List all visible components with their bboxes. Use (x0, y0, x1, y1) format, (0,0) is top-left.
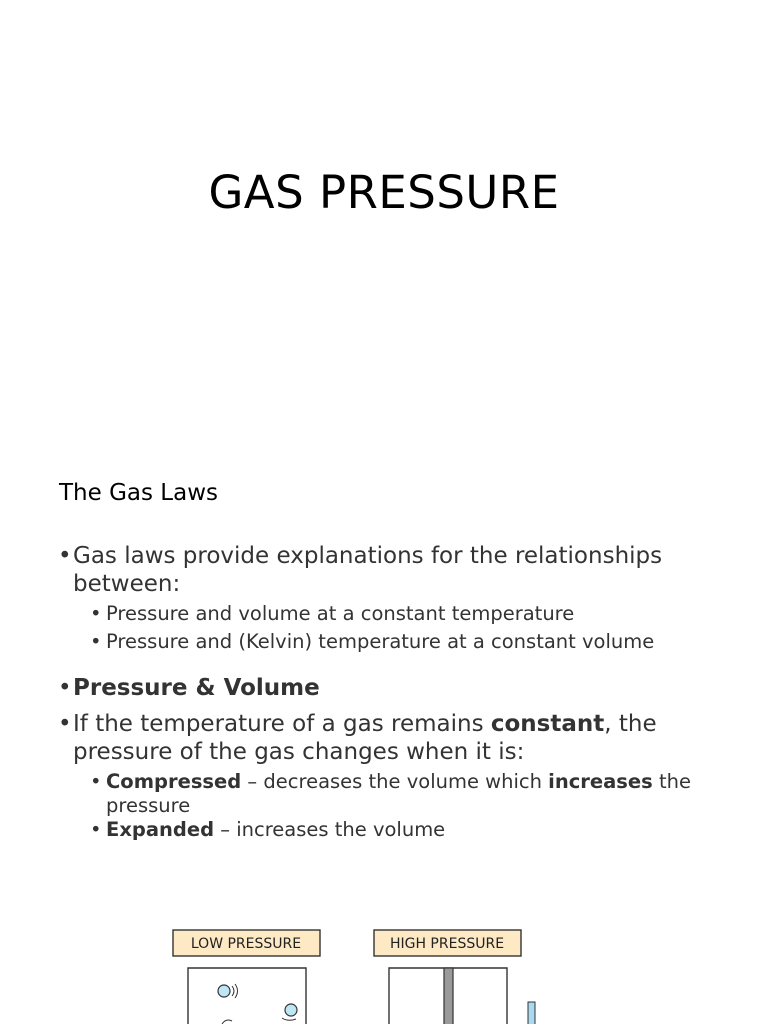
bullet-icon: • (58, 711, 72, 737)
bullet-text-end: , the pressure of the gas changes when it is: (73, 711, 657, 765)
bullet-text: Pressure & Volume (73, 675, 320, 701)
content-slide (0, 430, 768, 1024)
high-pressure-container (389, 968, 535, 1024)
low-pressure-label-box (173, 930, 320, 956)
bullet-text-emphasis: constant (490, 711, 605, 737)
sub-bullet-compressed (90, 770, 708, 818)
bullet-text-start: If the temperature of a gas remains (73, 711, 491, 737)
section-heading: The Gas Laws (59, 480, 219, 506)
sub-bullet-expanded (90, 818, 708, 842)
bullet-icon: • (90, 602, 102, 625)
gas-particle (218, 985, 230, 997)
bullet-text: Pressure and volume at a constant temperature (106, 602, 575, 625)
title-slide (0, 0, 768, 430)
sub-bullet-pressure-volume (90, 602, 708, 626)
low-pressure-label: LOW PRESSURE (190, 936, 302, 952)
high-pressure-label: HIGH PRESSURE (389, 936, 505, 952)
piston (444, 968, 453, 1024)
bullet-text: the pressure (106, 770, 691, 817)
bullet-icon: • (58, 543, 72, 569)
gas-particle (285, 1004, 297, 1016)
bullet-icon: • (90, 770, 102, 793)
sub-bullet-pressure-temperature (90, 630, 708, 654)
term-compressed: Compressed (106, 770, 242, 793)
bullet-icon: • (90, 818, 102, 841)
bullet-text: Gas laws provide explanations for the relationships between: (73, 543, 663, 597)
bullet-text: – increases the volume (214, 818, 446, 841)
term-increases: increases (548, 770, 653, 793)
term-expanded: Expanded (106, 818, 215, 841)
bullet-gas-laws (58, 542, 708, 598)
bullet-icon: • (90, 630, 102, 653)
pressure-illustration (160, 920, 580, 1024)
bullet-list (58, 542, 708, 862)
bullet-text: – decreases the volume which (241, 770, 549, 793)
low-pressure-container (188, 968, 306, 1024)
bullet-icon: • (58, 675, 72, 701)
high-pressure-label-box (374, 930, 521, 956)
bullet-pressure-volume-heading (58, 674, 708, 702)
slide-title: GAS PRESSURE (208, 166, 560, 219)
bullet-text: Pressure and (Kelvin) temperature at a constant volume (106, 630, 655, 653)
pressure-gauge (528, 1002, 535, 1024)
bullet-constant-temperature (58, 710, 708, 766)
